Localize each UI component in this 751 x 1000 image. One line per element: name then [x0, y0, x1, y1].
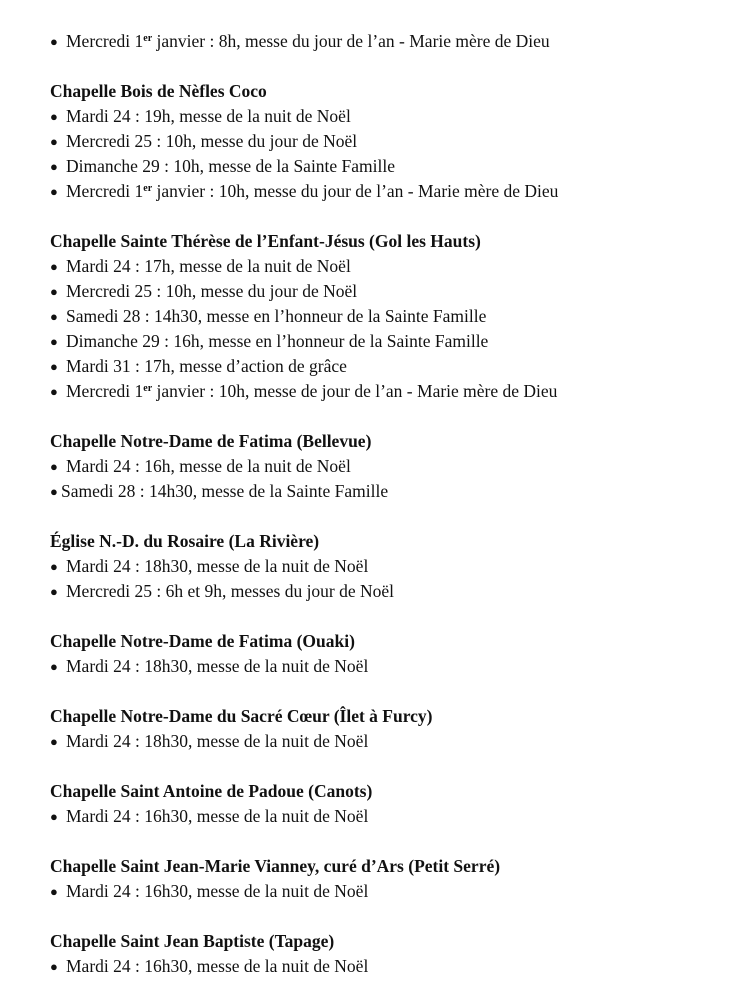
bullet-icon: ● — [50, 659, 58, 674]
chapel-section — [50, 229, 740, 404]
chapel-heading: Chapelle Saint Jean Baptiste (Tapage) — [50, 931, 335, 951]
schedule-item — [50, 804, 740, 829]
bullet-icon: ● — [50, 884, 58, 899]
item-text: Mardi 24 : 16h30, messe de la nuit de Noël — [66, 956, 369, 976]
bullet-icon: ● — [50, 959, 58, 974]
schedule-item — [50, 954, 740, 979]
item-text: Mardi 24 : 18h30, messe de la nuit de Noël — [66, 656, 369, 676]
item-text: Dimanche 29 : 16h, messe en l’honneur de la Sainte Famille — [66, 331, 489, 351]
item-text: Mercredi 1 — [66, 181, 144, 201]
schedule-item — [50, 304, 740, 329]
schedule-item — [50, 579, 740, 604]
chapel-sections — [50, 79, 740, 979]
chapel-heading: Chapelle Saint Antoine de Padoue (Canots) — [50, 781, 373, 801]
chapel-heading: Chapelle Bois de Nèfles Coco — [50, 81, 267, 101]
item-text: Dimanche 29 : 10h, messe de la Sainte Famille — [66, 156, 396, 176]
schedule-item — [50, 654, 740, 679]
chapel-heading: Chapelle Notre-Dame du Sacré Cœur (Îlet à Furcy) — [50, 706, 433, 726]
bullet-icon: ● — [50, 184, 58, 199]
ordinal-superscript: er — [143, 183, 153, 194]
item-text: Mardi 24 : 16h30, messe de la nuit de Noël — [66, 881, 369, 901]
bullet-icon: ● — [50, 134, 58, 149]
schedule-item — [50, 554, 740, 579]
chapel-section — [50, 704, 740, 754]
chapel-section — [50, 779, 740, 829]
item-text: Mercredi 1 — [66, 31, 144, 51]
schedule-item — [50, 129, 740, 154]
schedule-item — [50, 879, 740, 904]
schedule-item — [50, 329, 740, 354]
chapel-section — [50, 79, 740, 204]
item-text: Mercredi 1 — [66, 381, 144, 401]
item-text: Mardi 24 : 17h, messe de la nuit de Noël — [66, 256, 351, 276]
item-text-rest: janvier : 10h, messe de jour de l’an - Marie mère de Dieu — [152, 381, 558, 401]
bullet-icon: ● — [50, 559, 58, 574]
ordinal-superscript: er — [143, 383, 153, 394]
bullet-icon: ● — [50, 809, 58, 824]
bullet-icon: ● — [50, 34, 58, 49]
bullet-icon: ● — [50, 159, 58, 174]
schedule-item — [50, 254, 740, 279]
item-text: Mardi 31 : 17h, messe d’action de grâce — [66, 356, 347, 376]
bullet-icon: ● — [50, 484, 58, 499]
intro-schedule-item — [50, 29, 740, 54]
bullet-icon: ● — [50, 459, 58, 474]
chapel-heading: Église N.-D. du Rosaire (La Rivière) — [50, 531, 320, 551]
chapel-section — [50, 429, 740, 504]
bullet-icon: ● — [50, 384, 58, 399]
item-text: Mercredi 25 : 10h, messe du jour de Noël — [66, 131, 358, 151]
chapel-section — [50, 854, 740, 904]
schedule-item — [50, 729, 740, 754]
item-text: Mercredi 25 : 10h, messe du jour de Noël — [66, 281, 358, 301]
schedule-item — [50, 179, 740, 204]
schedule-item — [50, 354, 740, 379]
item-text: Mardi 24 : 16h30, messe de la nuit de Noël — [66, 806, 369, 826]
item-text: Mardi 24 : 18h30, messe de la nuit de Noël — [66, 556, 369, 576]
schedule-item — [50, 379, 740, 404]
chapel-heading: Chapelle Notre-Dame de Fatima (Bellevue) — [50, 431, 372, 451]
bullet-icon: ● — [50, 359, 58, 374]
item-text: Mardi 24 : 16h, messe de la nuit de Noël — [66, 456, 351, 476]
chapel-heading: Chapelle Notre-Dame de Fatima (Ouaki) — [50, 631, 355, 651]
item-text: Mercredi 25 : 6h et 9h, messes du jour de Noël — [66, 581, 395, 601]
chapel-section — [50, 929, 740, 979]
bullet-icon: ● — [50, 734, 58, 749]
bullet-icon: ● — [50, 284, 58, 299]
chapel-section — [50, 629, 740, 679]
item-text: Samedi 28 : 14h30, messe de la Sainte Famille — [61, 481, 389, 501]
ordinal-superscript: er — [143, 33, 153, 44]
chapel-heading: Chapelle Saint Jean-Marie Vianney, curé d’Ars (Petit Serré) — [50, 856, 501, 876]
bullet-icon: ● — [50, 309, 58, 324]
item-text: Samedi 28 : 14h30, messe en l’honneur de la Sainte Famille — [66, 306, 487, 326]
schedule-item — [50, 279, 740, 304]
schedule-item — [50, 104, 740, 129]
schedule-item — [50, 454, 740, 479]
schedule-item — [50, 479, 740, 504]
bullet-icon: ● — [50, 109, 58, 124]
item-text: Mardi 24 : 19h, messe de la nuit de Noël — [66, 106, 351, 126]
bullet-icon: ● — [50, 584, 58, 599]
chapel-section — [50, 529, 740, 604]
chapel-heading: Chapelle Sainte Thérèse de l’Enfant-Jésus (Gol les Hauts) — [50, 231, 481, 251]
bullet-icon: ● — [50, 259, 58, 274]
schedule-item — [50, 154, 740, 179]
item-text-rest: janvier : 10h, messe du jour de l’an - Marie mère de Dieu — [152, 181, 559, 201]
item-text: Mardi 24 : 18h30, messe de la nuit de Noël — [66, 731, 369, 751]
item-text-rest: janvier : 8h, messe du jour de l’an - Marie mère de Dieu — [152, 31, 550, 51]
bullet-icon: ● — [50, 334, 58, 349]
mass-schedule-document — [50, 29, 740, 979]
